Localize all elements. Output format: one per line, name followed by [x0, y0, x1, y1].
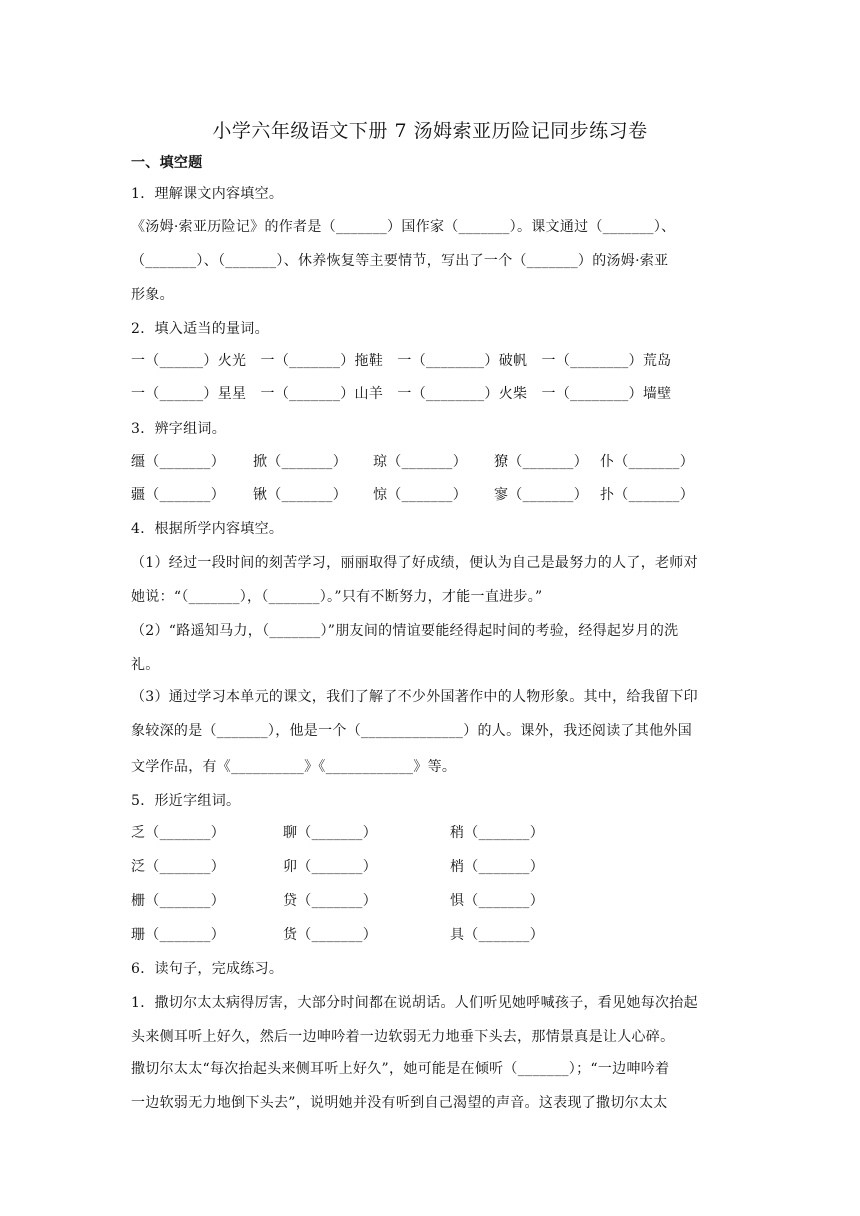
- question-3-head: 3．辨字组词。: [131, 421, 227, 437]
- measure-word-row: 一（______）星星 一（_______）山羊 一（________）火柴 一（________）墙壁: [131, 386, 672, 402]
- question-6-line: 撒切尔太太“每次抬起头来侧耳听上好久”，她可能是在倾听（_______）；“一边呻吟着: [131, 1061, 670, 1077]
- word-item: 泛（_______）: [131, 859, 225, 875]
- question-1-head: 1．理解课文内容填空。: [131, 186, 284, 202]
- question-6-head: 6．读句子，完成练习。: [131, 961, 284, 977]
- word-item: 獠（_______）: [494, 454, 588, 470]
- word-item: 货（_______）: [283, 927, 377, 943]
- word-item: 梢（_______）: [450, 859, 544, 875]
- question-5-head: 5．形近字组词。: [131, 793, 241, 809]
- question-4-head: 4．根据所学内容填空。: [131, 521, 284, 537]
- word-item: 珊（_______）: [131, 927, 225, 943]
- word-item: 掀（_______）: [253, 454, 347, 470]
- word-item: 锹（_______）: [253, 487, 347, 503]
- word-item: 缰（_______）: [131, 454, 225, 470]
- question-6-line: 一边软弱无力地倒下头去”，说明她并没有听到自己渴望的声音。这表现了撒切尔太太: [131, 1095, 668, 1111]
- word-item: 扑（_______）: [600, 487, 694, 503]
- question-4-line: 文学作品，有《__________》《____________》等。: [131, 759, 457, 775]
- word-item: 贷（_______）: [283, 893, 377, 909]
- word-item: 稍（_______）: [450, 825, 544, 841]
- word-item: 具（_______）: [450, 927, 544, 943]
- page-title: 小学六年级语文下册 7 汤姆索亚历险记同步练习卷: [212, 120, 648, 142]
- question-1-line: 形象。: [131, 287, 174, 303]
- word-item: 聊（_______）: [283, 825, 377, 841]
- question-1-line: （_______）、（_______）、休养恢复等主要情节，写出了一个（_______）的汤姆·索亚: [131, 253, 669, 269]
- word-item: 惊（_______）: [373, 487, 467, 503]
- question-4-line: 礼。: [131, 657, 160, 673]
- question-1-line: 《汤姆·索亚历险记》的作者是（_______）国作家（_______）。课文通过（_______）、: [131, 219, 676, 235]
- word-item: 惧（_______）: [450, 893, 544, 909]
- question-4-line: （2）“路遥知马力，（_______）”朋友间的情谊要能经得起时间的考验，经得起岁月的洗: [131, 623, 679, 639]
- question-2-head: 2．填入适当的量词。: [131, 321, 269, 337]
- question-4-line: 她说：“（_______），（_______）。”只有不断努力，才能一直进步。”: [131, 589, 543, 605]
- question-6-line: 1．撒切尔太太病得厉害，大部分时间都在说胡话。人们听见她呼喊孩子，看见她每次抬起: [131, 995, 698, 1011]
- word-item: 乏（_______）: [131, 825, 225, 841]
- word-item: 仆（_______）: [600, 454, 694, 470]
- word-item: 琼（_______）: [373, 454, 467, 470]
- word-item: 疆（_______）: [131, 487, 225, 503]
- section-heading: 一、填空题: [131, 155, 203, 171]
- question-4-line: （1）经过一段时间的刻苦学习，丽丽取得了好成绩，便认为自己是最努力的人了，老师对: [131, 555, 698, 571]
- word-item: 卯（_______）: [283, 859, 377, 875]
- question-6-line: 头来侧耳听上好久，然后一边呻吟着一边软弱无力地垂下头去，那情景真是让人心碎。: [131, 1029, 675, 1045]
- question-4-line: （3）通过学习本单元的课文，我们了解了不少外国著作中的人物形象。其中，给我留下印: [131, 689, 698, 705]
- word-item: 寥（_______）: [494, 487, 588, 503]
- measure-word-row: 一（______）火光 一（_______）拖鞋 一（________）破帆 一（________）荒岛: [131, 353, 672, 369]
- word-item: 栅（_______）: [131, 893, 225, 909]
- question-4-line: 象较深的是（_______），他是一个（______________）的人。课外，我还阅读了其他外国: [131, 723, 692, 739]
